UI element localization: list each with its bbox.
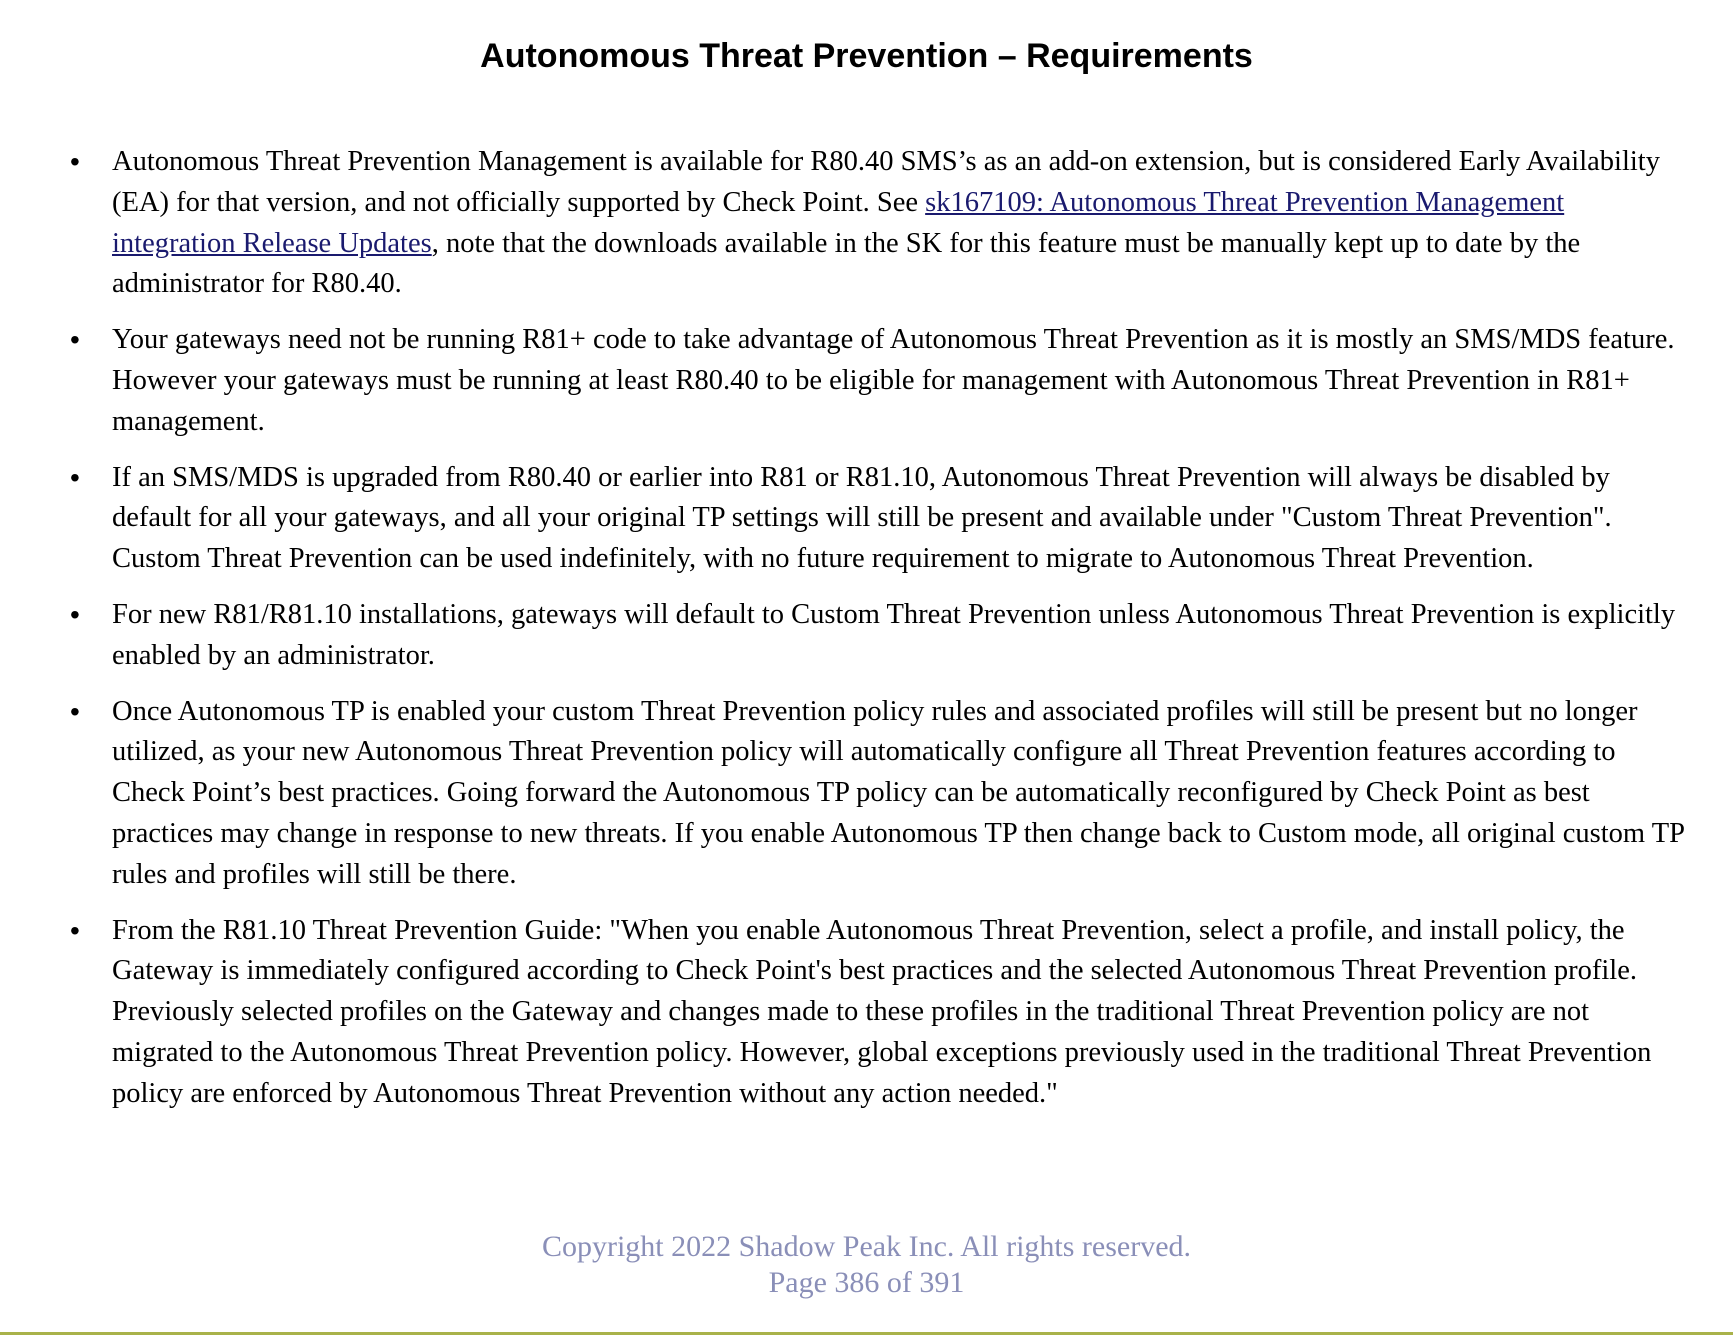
bullet-text: If an SMS/MDS is upgraded from R80.40 or earlier into R81 or R81.10, Autonomous Threat Prevention will always be disabled by default for all your gateways, and all your original TP settings will still be present and available under "Custom Threat Prevention". Custom Threat Prevention can be used indefinitely, with no future requirement to migrate to Autonomous Threat Prevention. — [112, 461, 1612, 575]
list-item — [0, 320, 1733, 442]
bullet-text: , note that the downloads available in the SK for this feature must be manually kept up to date by the administrator for R80.40. — [112, 227, 1581, 300]
bullet-icon: • — [70, 324, 80, 356]
bullet-text: Autonomous Threat Prevention Management is available for R80.40 SMS’s as an add-on extension, but is considered Early Availability (EA) for that version, and not officially supported by Check Point. See — [112, 146, 1660, 218]
sk167109-link[interactable]: sk167109: Autonomous Threat Prevention Management integration Release Updates — [112, 186, 1565, 259]
page-number: Page 386 of 391 — [768, 1266, 965, 1299]
bullet-text: For new R81/R81.10 installations, gateways will default to Custom Threat Prevention unless Autonomous Threat Prevention is explicitly enabled by an administrator. — [112, 598, 1676, 671]
requirements-list — [0, 142, 1733, 1130]
page-footer — [0, 1229, 1733, 1301]
bullet-text: Your gateways need not be running R81+ code to take advantage of Autonomous Threat Prevention as it is mostly an SMS/MDS feature. However your gateways must be running at least R80.40 to be eligible for management with Autonomous Threat Prevention in R81+ management. — [112, 324, 1675, 437]
page-title: Autonomous Threat Prevention – Requirements — [480, 37, 1253, 75]
bullet-icon: • — [70, 695, 80, 727]
copyright-text: Copyright 2022 Shadow Peak Inc. All rights reserved. — [541, 1230, 1192, 1263]
list-item — [0, 142, 1733, 305]
bullet-text: From the R81.10 Threat Prevention Guide: "When you enable Autonomous Threat Prevention, select a profile, and install policy, the Gateway is immediately configured according to Check Point's best practices and the selected Autonomous Threat Prevention profile. Previously selected profiles on the Gateway and changes made to these profiles in the traditional Threat Prevention policy are not migrated to the Autonomous Threat Prevention policy. However, global exceptions previously used in the traditional Threat Prevention policy are enforced by Autonomous Threat Prevention without any action needed." — [112, 914, 1652, 1109]
list-item — [0, 692, 1733, 896]
list-item — [0, 911, 1733, 1115]
bullet-icon: • — [70, 146, 80, 177]
bullet-text: Once Autonomous TP is enabled your custom Threat Prevention policy rules and associated profiles will still be present but no longer utilized, as your new Autonomous Threat Prevention policy will automatically configure all Threat Prevention features according to Check Point’s best practices. Going forward the Autonomous TP policy can be automatically reconfigured by Check Point as best practices may change in response to new threats. If you enable Autonomous TP then change back to Custom mode, all original custom TP rules and profiles will still be there. — [112, 695, 1684, 890]
bullet-icon: • — [70, 598, 80, 630]
bullet-icon: • — [70, 914, 80, 946]
bullet-icon: • — [70, 461, 80, 493]
list-item — [0, 595, 1733, 677]
list-item — [0, 458, 1733, 580]
